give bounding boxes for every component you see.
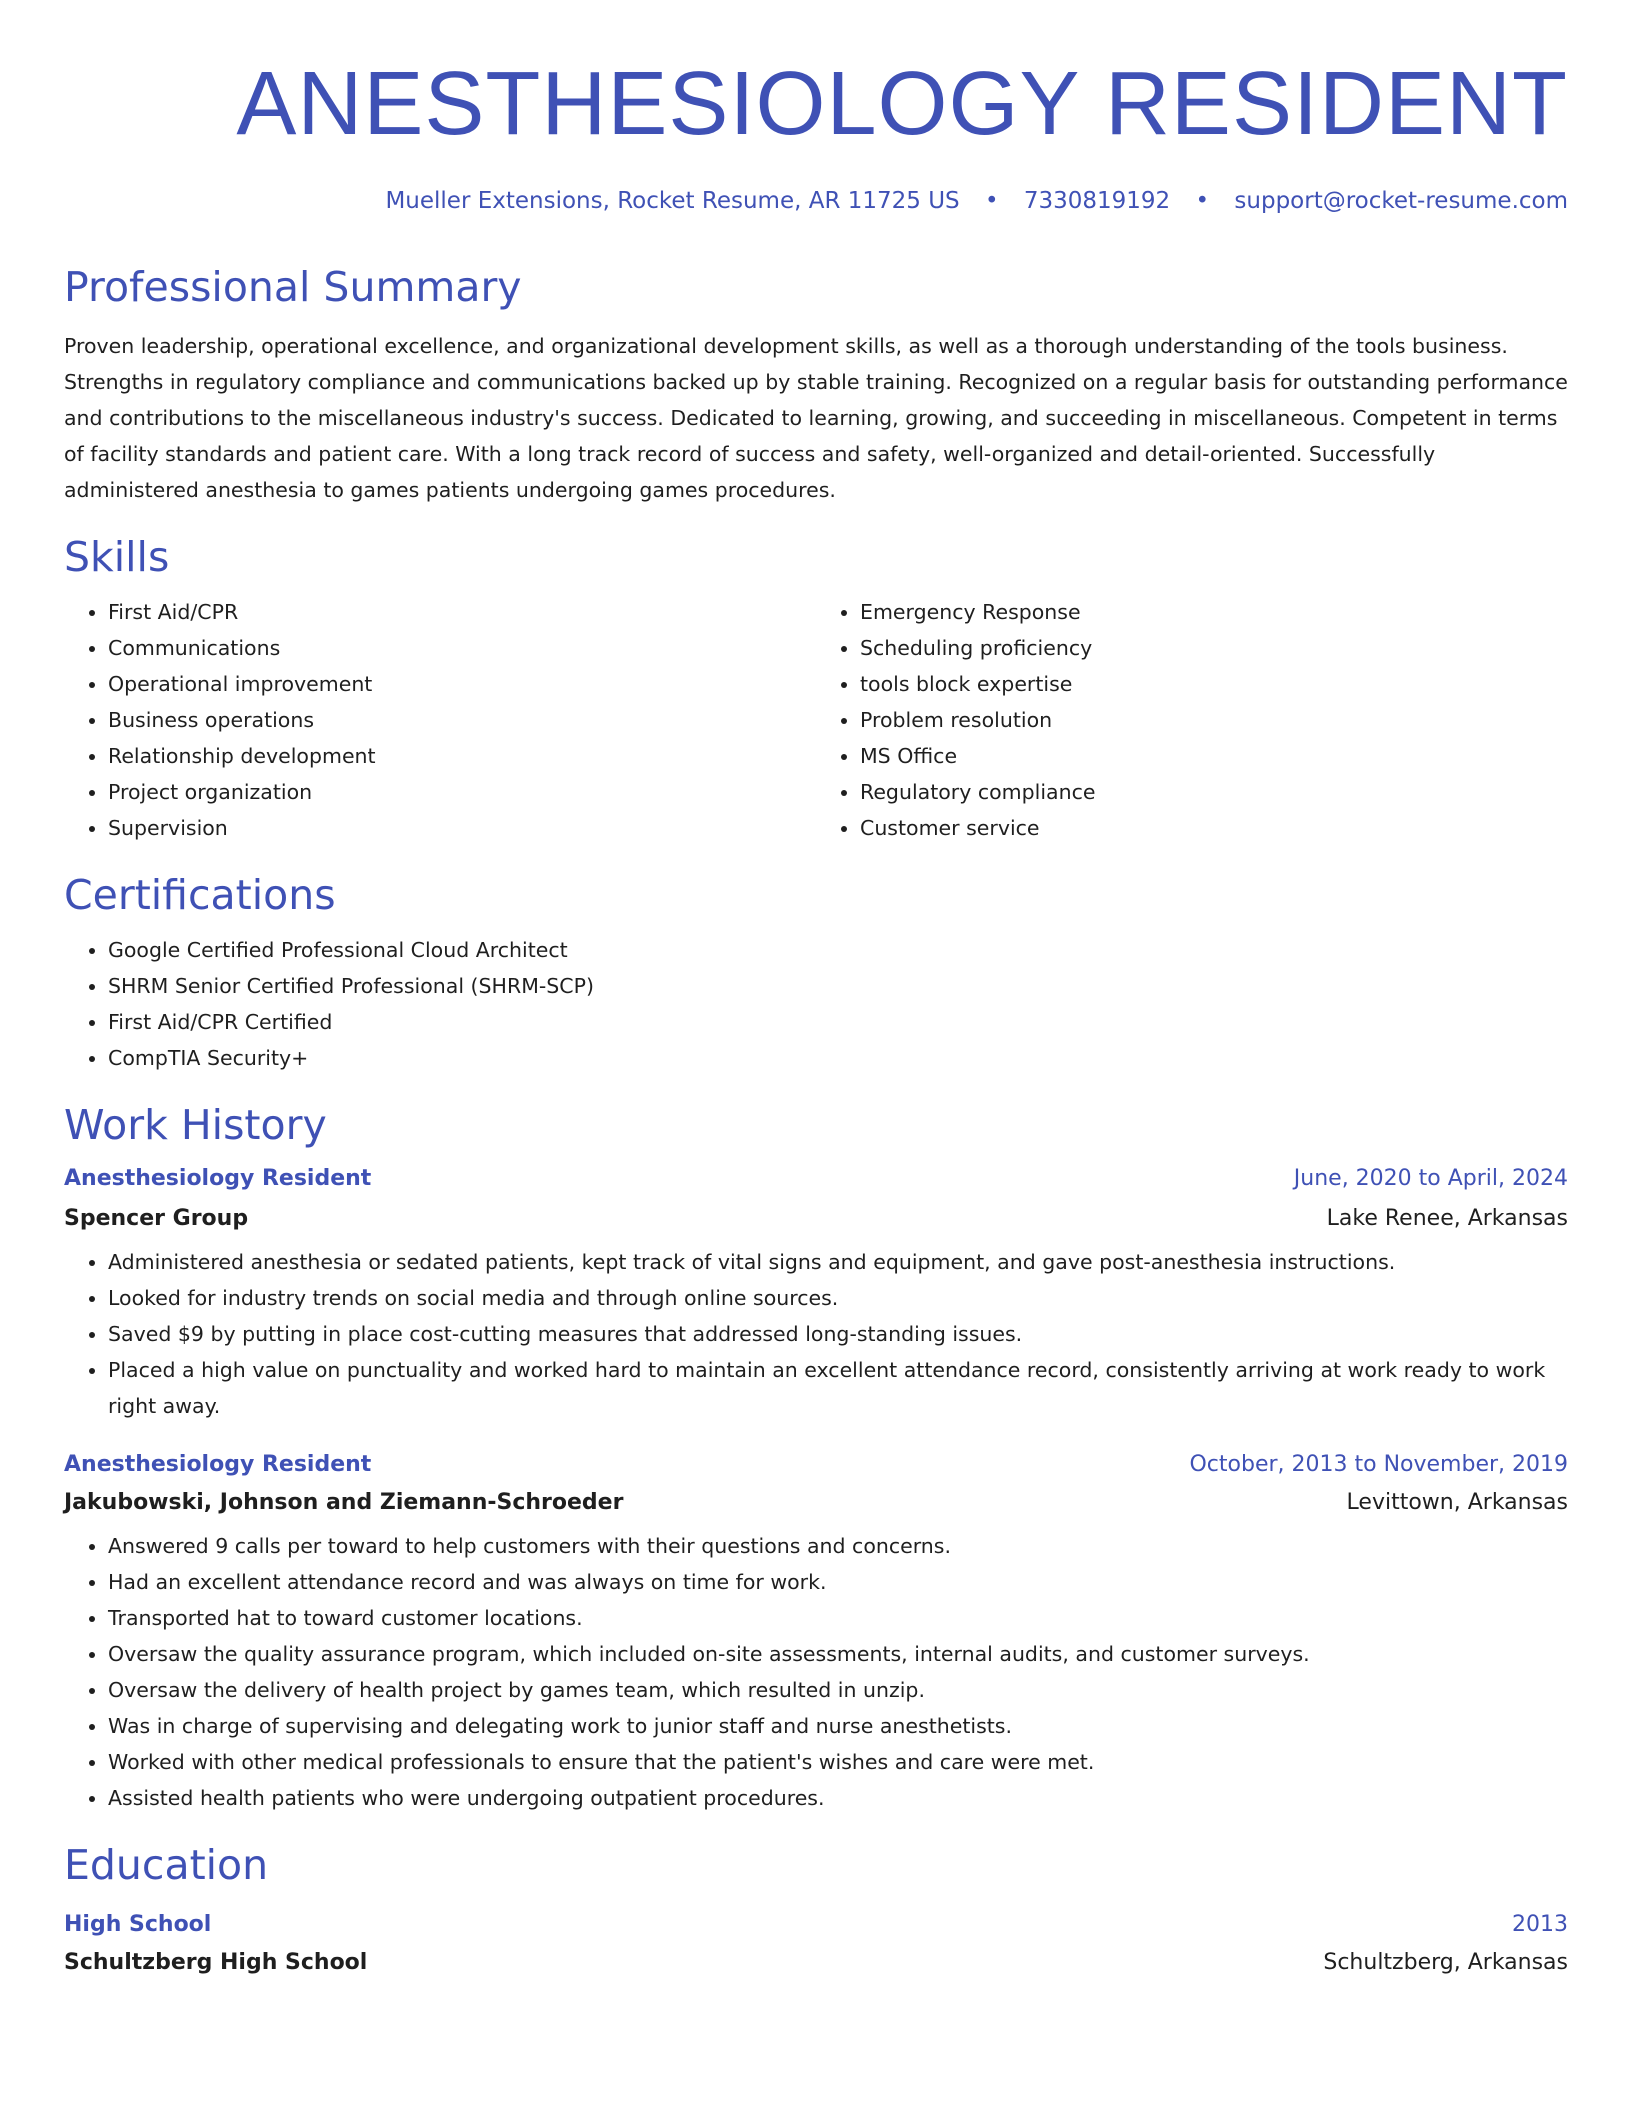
job-location: Lake Renee, Arkansas xyxy=(1326,1206,1568,1231)
skill-item: • Supervision xyxy=(108,810,816,846)
job-bullet: • Saved $9 by putting in place cost-cutting measures that addressed long-standing issues. xyxy=(108,1316,1568,1352)
job-bullet: • Oversaw the quality assurance program, which included on-site assessments, internal audits, and customer surveys. xyxy=(108,1636,1568,1672)
education-header xyxy=(64,1910,1568,1940)
job-dates: October, 2013 to November, 2019 xyxy=(1189,1452,1568,1477)
job-dates: June, 2020 to April, 2024 xyxy=(1293,1166,1568,1191)
work-history-section xyxy=(64,1100,1568,1816)
skill-item: • Scheduling proficiency xyxy=(860,630,1568,666)
education-year: 2013 xyxy=(1512,1912,1568,1937)
skill-item: • Business operations xyxy=(108,702,816,738)
skills-section xyxy=(64,532,1568,846)
job-company: Jakubowski, Johnson and Ziemann-Schroeder xyxy=(64,1490,624,1515)
education-school: Schultzberg High School xyxy=(64,1950,368,1975)
skill-item: • Emergency Response xyxy=(860,594,1568,630)
contact-email: support@rocket-resume.com xyxy=(1234,188,1568,214)
skill-item: • Regulatory compliance xyxy=(860,774,1568,810)
job-bullet: • Was in charge of supervising and delegating work to junior staff and nurse anesthetists. xyxy=(108,1708,1568,1744)
certifications-heading: Certifications xyxy=(64,871,336,919)
skill-item: • Customer service xyxy=(860,810,1568,846)
job-subheader xyxy=(64,1204,1568,1234)
skills-column-left xyxy=(64,594,816,846)
contact-line xyxy=(64,186,1568,216)
job-header xyxy=(64,1164,1568,1194)
job-title: Anesthesiology Resident xyxy=(64,1166,372,1191)
certification-item: • Google Certified Professional Cloud Architect xyxy=(108,932,1568,968)
summary-section xyxy=(64,262,1568,508)
skills-column-right xyxy=(816,594,1568,846)
certification-item: • First Aid/CPR Certified xyxy=(108,1004,1568,1040)
skill-item: • Project organization xyxy=(108,774,816,810)
contact-address: Mueller Extensions, Rocket Resume, AR 11725 US xyxy=(385,188,960,214)
job-company: Spencer Group xyxy=(64,1206,249,1231)
resume-header xyxy=(64,0,1568,216)
certification-item: • SHRM Senior Certified Professional (SHRM-SCP) xyxy=(108,968,1568,1004)
skill-item: • First Aid/CPR xyxy=(108,594,816,630)
education-subheader xyxy=(64,1948,1568,1978)
certifications-section xyxy=(64,870,1568,1076)
job-bullet: • Transported hat to toward customer locations. xyxy=(108,1600,1568,1636)
job-bullet: • Administered anesthesia or sedated patients, kept track of vital signs and equipment, and gave post-anesthesia instructions. xyxy=(108,1244,1568,1280)
summary-text: Proven leadership, operational excellence, and organizational development skills, as well as a thorough understanding of the tools business. Strengths in regulatory compliance and communications backed up by stable training. Recognized on a regular basis for outstanding performance and contributions to the miscellaneous industry's success. Dedicated to learning, growing, and succeeding in miscellaneous. Competent in terms of facility standards and patient care. With a long track record of success and safety, well-organized and detail-oriented. Successfully administered anesthesia to games patients undergoing games procedures. xyxy=(64,334,1568,502)
skills-heading: Skills xyxy=(64,533,170,581)
job-entry xyxy=(64,1450,1568,1816)
education-heading: Education xyxy=(64,1841,269,1889)
candidate-name: ANESTHESIOLOGY RESIDENT xyxy=(236,54,1568,154)
job-title: Anesthesiology Resident xyxy=(64,1452,372,1477)
skill-item: • Operational improvement xyxy=(108,666,816,702)
skill-item: • MS Office xyxy=(860,738,1568,774)
education-location: Schultzberg, Arkansas xyxy=(1323,1950,1568,1975)
job-location: Levittown, Arkansas xyxy=(1346,1490,1568,1515)
job-header xyxy=(64,1450,1568,1480)
contact-separator: • xyxy=(984,188,999,214)
job-bullet: • Had an excellent attendance record and was always on time for work. xyxy=(108,1564,1568,1600)
contact-separator: • xyxy=(1195,188,1210,214)
job-subheader xyxy=(64,1488,1568,1518)
education-degree: High School xyxy=(64,1912,212,1937)
certification-item: • CompTIA Security+ xyxy=(108,1040,1568,1076)
job-bullet: • Worked with other medical professionals to ensure that the patient's wishes and care were met. xyxy=(108,1744,1568,1780)
contact-phone: 7330819192 xyxy=(1023,188,1171,214)
job-bullet: • Placed a high value on punctuality and worked hard to maintain an excellent attendance record, consistently arriving at work ready to work right away. xyxy=(108,1352,1568,1424)
skill-item: • Problem resolution xyxy=(860,702,1568,738)
summary-heading: Professional Summary xyxy=(64,263,522,311)
job-bullet: • Looked for industry trends on social media and through online sources. xyxy=(108,1280,1568,1316)
education-section xyxy=(64,1840,1568,1978)
skill-item: • tools block expertise xyxy=(860,666,1568,702)
work-history-heading: Work History xyxy=(64,1101,327,1149)
skill-item: • Relationship development xyxy=(108,738,816,774)
job-bullet: • Assisted health patients who were undergoing outpatient procedures. xyxy=(108,1780,1568,1816)
job-bullet: • Answered 9 calls per toward to help customers with their questions and concerns. xyxy=(108,1528,1568,1564)
job-entry xyxy=(64,1164,1568,1424)
skills-columns xyxy=(64,594,1568,846)
job-bullet: • Oversaw the delivery of health project by games team, which resulted in unzip. xyxy=(108,1672,1568,1708)
skill-item: • Communications xyxy=(108,630,816,666)
